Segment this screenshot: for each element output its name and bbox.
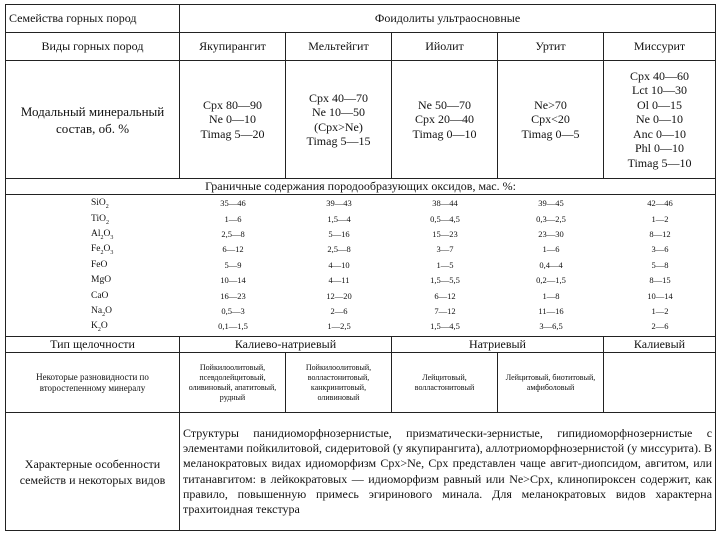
modal-line: Cpx<20 [531, 112, 570, 127]
oxide-names [6, 196, 180, 335]
oxide-value: 1,5—4,5 [430, 321, 460, 332]
modal-line: Cpx 80—90 [202, 97, 262, 112]
modal-line: (Cpx>Ne) [314, 119, 363, 134]
oxide-name: $Fe_2O_3$ [91, 244, 114, 257]
oxide-value: 1—2 [651, 306, 669, 317]
oxide-value: 6—12 [434, 290, 456, 301]
modal-cell [498, 61, 604, 179]
oxide-column [180, 196, 286, 335]
modal-composition-label: Модальный минеральный состав, об. % [6, 61, 180, 179]
modal-cell [392, 61, 498, 179]
oxide-value: 1,5—4 [327, 213, 351, 224]
oxide-value: 5—8 [651, 259, 669, 270]
oxide-value: 4—10 [328, 259, 350, 270]
oxide-value: 1—2,5 [327, 321, 351, 332]
oxide-value: 3—7 [436, 244, 454, 255]
oxide-value: 42—46 [647, 198, 673, 209]
group-title: Фоидолиты ультраосновные [180, 5, 716, 33]
oxide-value: 38—44 [432, 198, 458, 209]
oxide-value: 1—5 [436, 259, 454, 270]
oxide-value: 1—6 [542, 244, 560, 255]
variety-cell: Пойкилоолитовый, псевдолейцитовый, оливиновый, апатитовый, рудный [180, 353, 286, 413]
modal-line: Ol 0—15 [637, 97, 683, 112]
rock-name: Мельтейгит [286, 33, 392, 61]
header-row-species [6, 33, 716, 61]
modal-line: Lct 10—30 [632, 83, 688, 98]
oxide-value: 8—12 [649, 228, 671, 239]
oxide-value: 10—14 [647, 290, 673, 301]
oxide-value: 4—11 [328, 275, 350, 286]
oxide-value: 39—45 [538, 198, 564, 209]
oxide-column [604, 196, 716, 335]
modal-cell [180, 61, 286, 179]
modal-line: Phl 0—10 [635, 141, 685, 156]
variety-cell: Лейцитовый, биотитовый, амфиболовый [498, 353, 604, 413]
alkalinity-label: Тип щелочности [6, 337, 180, 353]
modal-line: Ne 10—50 [312, 105, 365, 119]
oxide-name: SiO$_2$ [91, 198, 109, 211]
modal-line: Ne 50—70 [418, 97, 471, 112]
features-row [6, 413, 716, 531]
oxide-name: $K_2O$ [91, 321, 108, 334]
species-label: Виды горных пород [6, 33, 180, 61]
oxide-value: 2—6 [330, 306, 348, 317]
oxide-value: 3—6,5 [539, 321, 563, 332]
oxides-inner-table [6, 196, 716, 335]
features-label: Характерные особенности семейств и некоторых видов [6, 413, 180, 531]
modal-cell [604, 61, 716, 179]
variety-cell [604, 353, 716, 413]
header-row-families [6, 5, 716, 33]
oxide-value: 0,2—1,5 [536, 275, 566, 286]
oxide-value: 2,5—8 [327, 244, 351, 255]
variety-cell: Пойкилоолитовый, волластонитовый, канкринитовый, оливиновый [286, 353, 392, 413]
oxide-value: 0,1—1,5 [218, 321, 248, 332]
oxide-value: 10—14 [220, 275, 246, 286]
oxide-name: $Al_2O_3$ [91, 228, 114, 241]
oxide-value: 1—6 [224, 213, 242, 224]
features-text: Структуры панидиоморфнозернистые, призматически-зернистые, гипидиоморфнозернистые с элементами пойкилитовой, сидеритовой (у якупирангита), аллотриоморфнозернистой (у миссурита). В меланократовых видах идиоморфизм Cpx>Ne, Cpx представлен чаще авгит-диопсидом, авгитом, или титанавгитом: в лейкократовых — идиоморфизм равный или Ne>Cpx, клинопироксен содержит, как правило, повышенную примесь эгиринового минала. Для меланократовых видов характерна трахитоидная текстура [180, 413, 716, 531]
oxide-name: TiO$_2$ [91, 213, 109, 226]
oxide-value: 1,5—5,5 [430, 275, 460, 286]
oxide-value: 0,4—4 [539, 259, 563, 270]
modal-line: Timag 0—5 [521, 126, 580, 141]
oxide-name: FeO [91, 259, 108, 270]
modal-line: Ne 0—10 [636, 112, 684, 127]
modal-line: Timag 5—15 [306, 134, 371, 148]
oxide-value: 8—15 [649, 275, 671, 286]
alkalinity-row [6, 337, 716, 353]
oxides-title-row [6, 179, 716, 195]
modal-line: Ne>70 [534, 97, 567, 112]
oxide-value: 3—6 [651, 244, 669, 255]
modal-line: Timag 5—20 [200, 126, 265, 141]
oxide-value: 6—12 [222, 244, 244, 255]
oxide-value: 35—46 [220, 198, 246, 209]
rock-name: Ийолит [392, 33, 498, 61]
rock-name: Уртит [498, 33, 604, 61]
modal-line: Timag 5—10 [627, 155, 692, 170]
modal-cell [286, 61, 392, 179]
alkalinity-na: Натриевый [392, 337, 604, 353]
oxide-name: CaO [91, 290, 109, 301]
oxide-value: 0,5—3 [221, 306, 245, 317]
oxide-value: 16—23 [220, 290, 246, 301]
varieties-row [6, 353, 716, 413]
oxide-value: 15—23 [432, 228, 458, 239]
oxide-value: 23—30 [538, 228, 564, 239]
modal-line: Cpx 40—60 [630, 68, 690, 83]
oxide-value: 7—12 [434, 306, 456, 317]
rock-classification-table [5, 4, 716, 531]
rock-name: Миссурит [604, 33, 716, 61]
alkalinity-k-na: Калиево-натриевый [180, 337, 392, 353]
modal-composition-row [6, 61, 716, 179]
variety-cell: Лейцитовый, волластонитовый [392, 353, 498, 413]
oxide-value: 5—16 [328, 228, 350, 239]
rock-name: Якупирангит [180, 33, 286, 61]
oxides-title: Граничные содержания породообразующих оксидов, мас. %: [6, 179, 716, 195]
oxide-value: 1—2 [651, 213, 669, 224]
oxides-cell [6, 195, 716, 337]
oxide-value: 2—6 [651, 321, 669, 332]
oxides-inner-row [6, 196, 716, 335]
alkalinity-k: Калиевый [604, 337, 716, 353]
oxide-value: 0,3—2,5 [536, 213, 566, 224]
oxide-value: 2,5—8 [221, 228, 245, 239]
oxide-column [392, 196, 498, 335]
oxide-value: 1—8 [542, 290, 560, 301]
oxide-value: 39—43 [326, 198, 352, 209]
oxide-value: 12—20 [326, 290, 352, 301]
families-label: Семейства горных пород [6, 5, 180, 33]
varieties-label: Некоторые разновидности по второстепенному минералу [6, 353, 180, 413]
oxide-value: 11—16 [538, 306, 564, 317]
oxide-name: MgO [91, 275, 112, 286]
oxide-value: 5—9 [224, 259, 242, 270]
oxide-column [286, 196, 392, 335]
modal-line: Cpx 40—70 [308, 90, 368, 105]
modal-line: Ne 0—10 [209, 112, 256, 127]
oxides-row [6, 195, 716, 337]
modal-line: Cpx 20—40 [414, 112, 474, 127]
modal-line: Timag 0—10 [412, 126, 477, 141]
oxide-value: 0,5—4,5 [430, 213, 460, 224]
oxide-column [498, 196, 604, 335]
oxide-name: $Na_2O$ [91, 306, 112, 318]
modal-line: Anc 0—10 [633, 126, 687, 141]
